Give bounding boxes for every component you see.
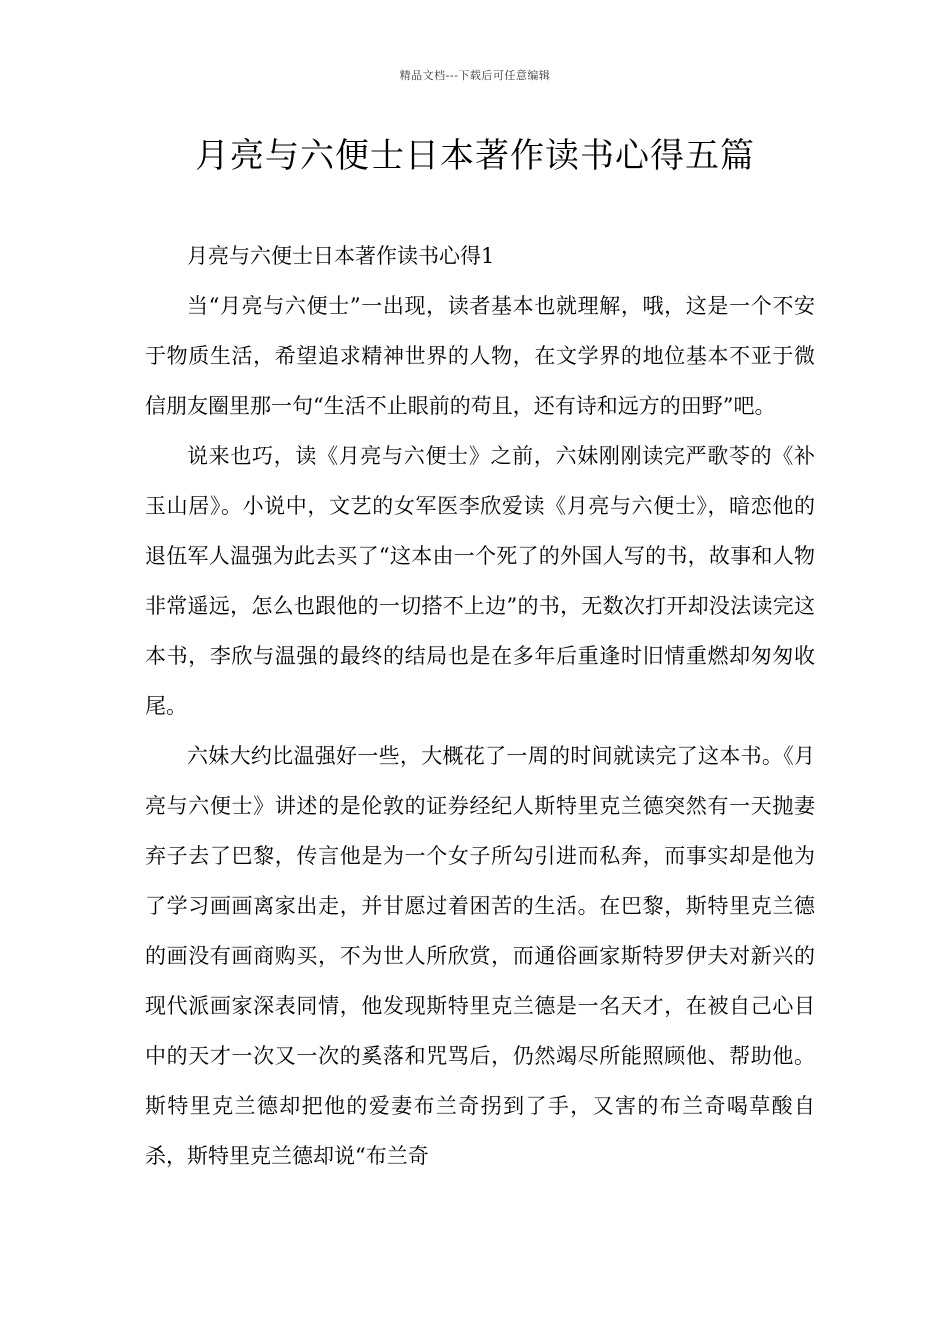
paragraph: 六妹大约比温强好一些，大概花了一周的时间就读完了这本书。《月亮与六便士》讲述的是伦敦的证券经纪人斯特里克兰德突然有一天抛妻弃子去了巴黎，传言他是为一个女子所勾引进而私奔，而事实却是他为了学习画画离家出走，并甘愿过着困苦的生活。在巴黎，斯特里克兰德的画没有画商购买，不为世人所欣赏，而通俗画家斯特罗伊夫对新兴的现代派画家深表同情，他发现斯特里克兰德是一名天才，在被自己心目中的天才一次又一次的奚落和咒骂后，仍然竭尽所能照顾他、帮助他。斯特里克兰德却把他的爱妻布兰奇拐到了手，又害的布兰奇喝草酸自杀，斯特里克兰德却说“布兰奇	[145, 744, 815, 1168]
header-note: 精品文档---下载后可任意编辑	[399, 69, 551, 82]
document-body	[145, 231, 815, 1181]
paragraph: 说来也巧，读《月亮与六便士》之前，六妹刚刚读完严歌苓的《补玉山居》。小说中，文艺的女军医李欣爱读《月亮与六便士》，暗恋他的退伍军人温强为此去买了“这本由一个死了的外国人写的书，故事和人物非常遥远，怎么也跟他的一切搭不上边”的书，无数次打开却没法读完这本书，李欣与温强的最终的结局也是在多年后重逢时旧情重燃却匆匆收尾。	[145, 444, 815, 718]
paragraph: 当“月亮与六便士”一出现，读者基本也就理解，哦，这是一个不安于物质生活，希望追求精神世界的人物，在文学界的地位基本不亚于微信朋友圈里那一句“生活不止眼前的苟且，还有诗和远方的田野”吧。	[145, 294, 815, 418]
page-title: 月亮与六便士日本著作读书心得五篇	[195, 136, 755, 176]
section-heading: 月亮与六便士日本著作读书心得1	[187, 244, 495, 268]
